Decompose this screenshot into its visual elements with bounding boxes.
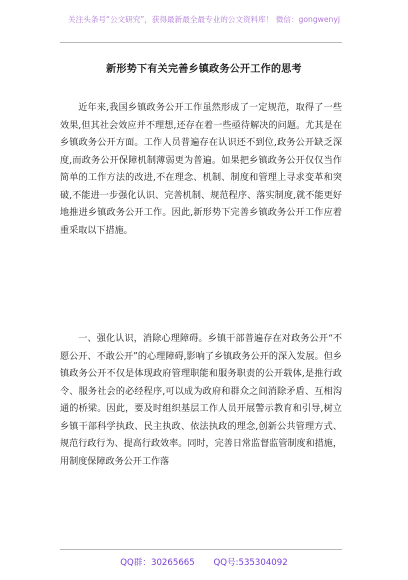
contact-footer — [0, 556, 408, 568]
qq-account-number: QQ号:535304092 — [213, 558, 288, 568]
header-divider — [60, 42, 342, 43]
body-paragraph: 一、强化认识，消除心理障碍。乡镇干部普遍存在对政务公开“不愿公开、不敢公开”的心理障碍,影响了乡镇政务公开的深入发展。但乡镇政务公开不仅是体现政府管理职能和服务职责的公开载体,是推行政令、服务社会的必经程序,可以成为政府和群众之间消除矛盾、互相沟通的桥梁。因此，要及时组织基层工作人员开展警示教育和引导,树立乡镇干部科学执政、民主执政、依法执政的理念,创新公共管理方式、规范行政行为、提高行政效率。同时，完善日常监督监管制度和措施，用制度保障政务公开工作落 — [60, 334, 342, 467]
qq-group-number: QQ群：30265665 — [120, 558, 195, 568]
footer-divider — [60, 549, 342, 550]
promo-header: 关注头条号“公文研究”，获得最新最全最专业的公文资料库！ 微信：gongwenyj — [68, 15, 340, 24]
document-title: 新形势下有关完善乡镇政务公开工作的思考 — [106, 64, 302, 75]
body-paragraph: 近年来,我国乡镇政务公开工作虽然形成了一定规范，取得了一些效果,但其社会效应并不理想,还存在着一些亟待解决的问题。尤其是在乡镇政务公开方面。工作人员普遍存在认识还不到位,政务公开缺乏深度,而政务公开保障机制薄弱更为普遍。如果把乡镇政务公开仅仅当作简单的工作方法的改进,不在理念、机制、制度和管理上寻求变革和突破,不能进一步强化认识、完善机制、规范程序、落实制度,就不能更好地推进乡镇政务公开工作。因此,新形势下完善乡镇政务公开工作应着重采取以下措施。 — [60, 103, 342, 236]
